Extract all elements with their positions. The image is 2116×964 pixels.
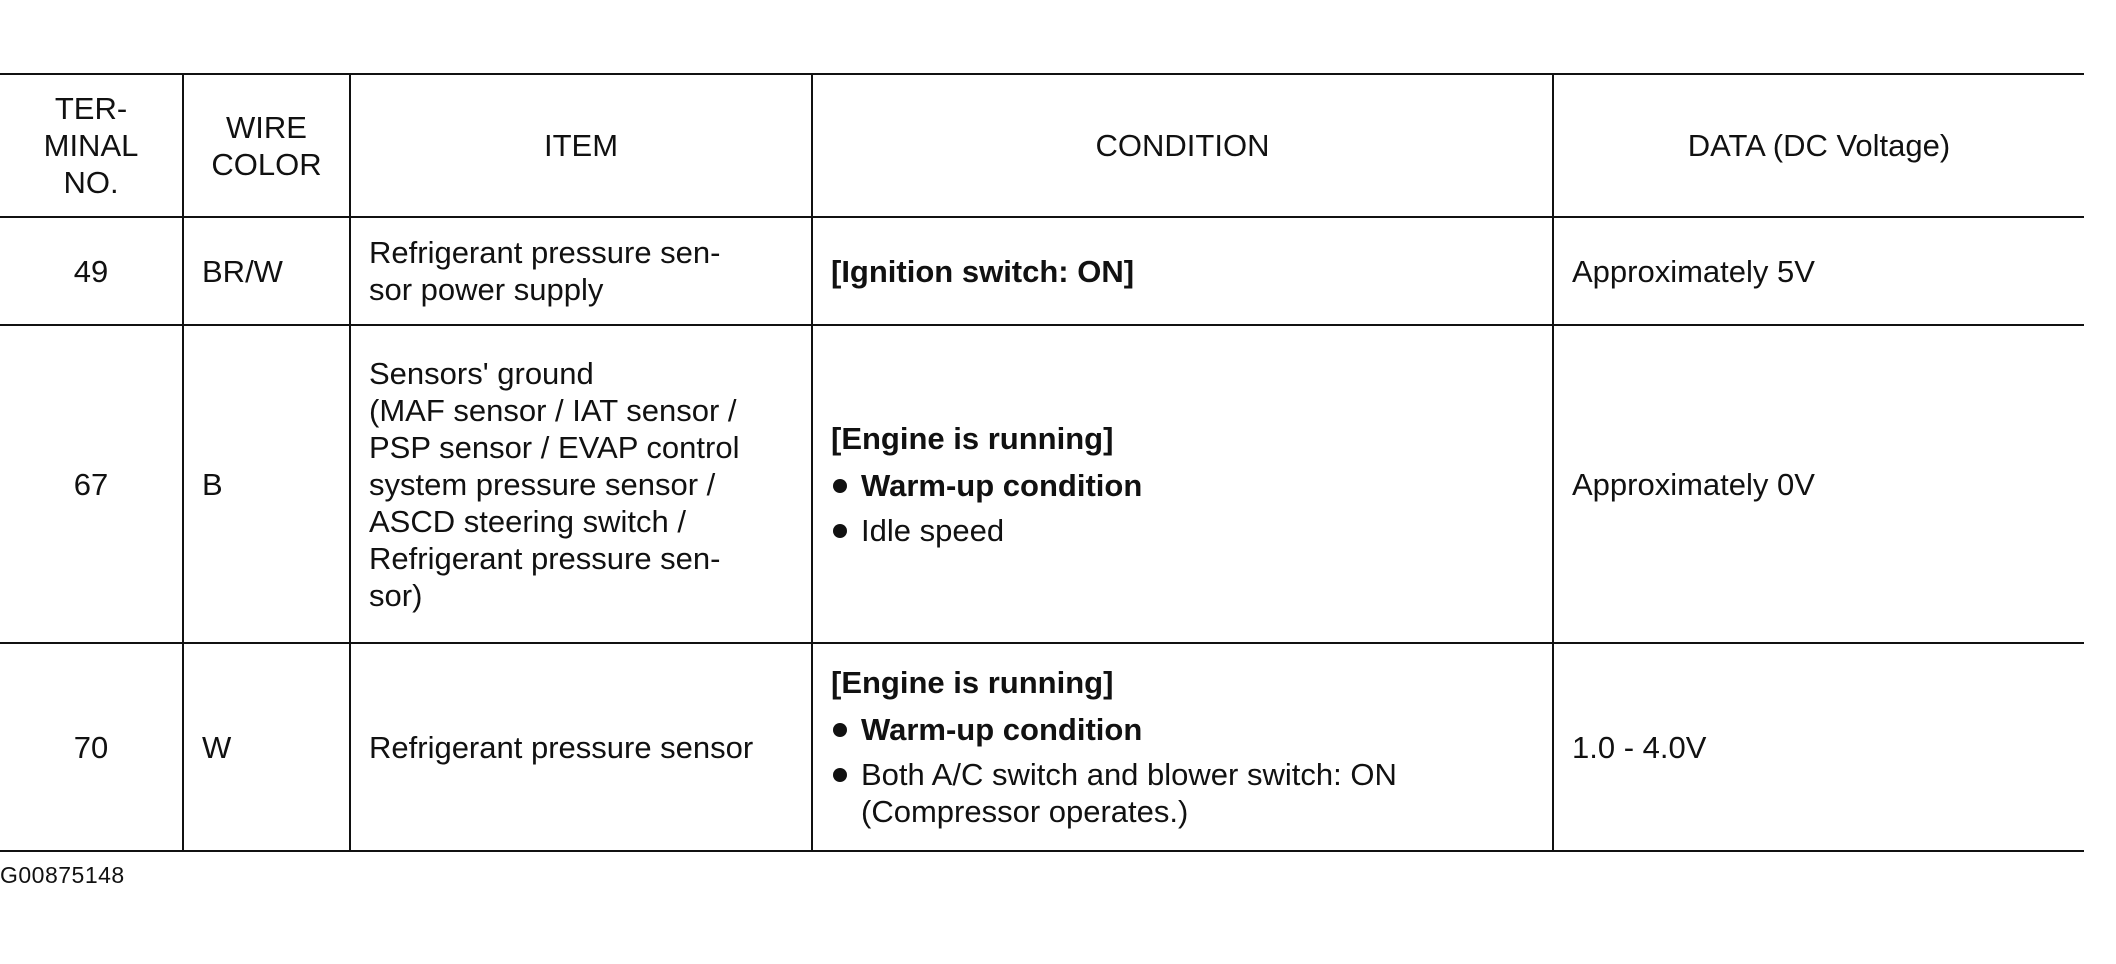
condition-bullet-text-line-1: Both A/C switch and blower switch: ON xyxy=(861,757,1397,792)
condition-bullet-text xyxy=(861,756,1397,830)
header-terminal-line-2: MINAL xyxy=(43,128,139,163)
header-wire-line-1: WIRE xyxy=(226,109,307,145)
condition-bullet-item xyxy=(831,467,1538,504)
wire-color-cell: BR/W xyxy=(183,217,350,325)
condition-bullet-item xyxy=(831,512,1538,549)
data-cell: Approximately 0V xyxy=(1553,325,2084,643)
condition-bullet-text: Warm-up condition xyxy=(861,467,1143,503)
bullet-icon xyxy=(833,479,847,493)
item-cell xyxy=(350,217,812,325)
bullet-icon xyxy=(833,723,847,737)
header-item: ITEM xyxy=(350,74,812,217)
item-line: Sensors' ground xyxy=(369,355,594,391)
condition-bullet-item xyxy=(831,711,1538,748)
item-cell xyxy=(350,325,812,643)
condition-bullet-text-line-2: (Compressor operates.) xyxy=(861,794,1189,829)
item-cell xyxy=(350,643,812,851)
item-line: PSP sensor / EVAP control xyxy=(369,429,740,465)
condition-bullet-text: Idle speed xyxy=(861,512,1005,548)
terminal-cell: 49 xyxy=(73,253,109,289)
item-line: ASCD steering switch / xyxy=(369,503,686,539)
terminal-cell: 70 xyxy=(73,729,109,765)
header-terminal-line-3: NO. xyxy=(63,165,119,200)
header-terminal-no xyxy=(0,74,183,217)
data-cell: 1.0 - 4.0V xyxy=(1553,643,2084,851)
condition-cell xyxy=(812,643,1553,851)
item-line: Refrigerant pressure sensor xyxy=(369,729,754,765)
condition-bullet-item xyxy=(831,756,1538,830)
terminal-data-table xyxy=(0,73,2084,852)
bullet-icon xyxy=(833,524,847,538)
header-condition: CONDITION xyxy=(812,74,1553,217)
bullet-icon xyxy=(833,768,847,782)
data-cell: Approximately 5V xyxy=(1553,217,2084,325)
wire-color-cell: W xyxy=(183,643,350,851)
item-line: (MAF sensor / IAT sensor / xyxy=(369,392,737,428)
header-wire-color xyxy=(183,74,350,217)
condition-cell xyxy=(812,325,1553,643)
condition-heading: [Engine is running] xyxy=(831,665,1114,700)
item-line: Refrigerant pressure sen- xyxy=(369,235,721,270)
table-row xyxy=(0,643,2084,851)
wire-color-cell: B xyxy=(183,325,350,643)
item-line: system pressure sensor / xyxy=(369,466,716,502)
condition-heading: [Ignition switch: ON] xyxy=(831,253,1135,289)
condition-cell xyxy=(812,217,1553,325)
condition-bullet-text: Warm-up condition xyxy=(861,712,1143,747)
table-row xyxy=(0,217,2084,325)
item-line: sor power supply xyxy=(369,272,604,307)
header-data: DATA (DC Voltage) xyxy=(1553,74,2084,217)
terminal-cell: 67 xyxy=(73,466,109,502)
item-line: Refrigerant pressure sen- xyxy=(369,540,721,576)
header-terminal-line-1: TER- xyxy=(54,91,128,126)
item-line: sor) xyxy=(369,577,423,613)
condition-heading: [Engine is running] xyxy=(831,420,1114,456)
figure-code: G00875148 xyxy=(0,862,125,888)
table-row xyxy=(0,325,2084,643)
terminal-data-table-wrap xyxy=(0,73,2084,852)
header-wire-line-2: COLOR xyxy=(211,146,322,182)
table-header-row xyxy=(0,74,2084,217)
